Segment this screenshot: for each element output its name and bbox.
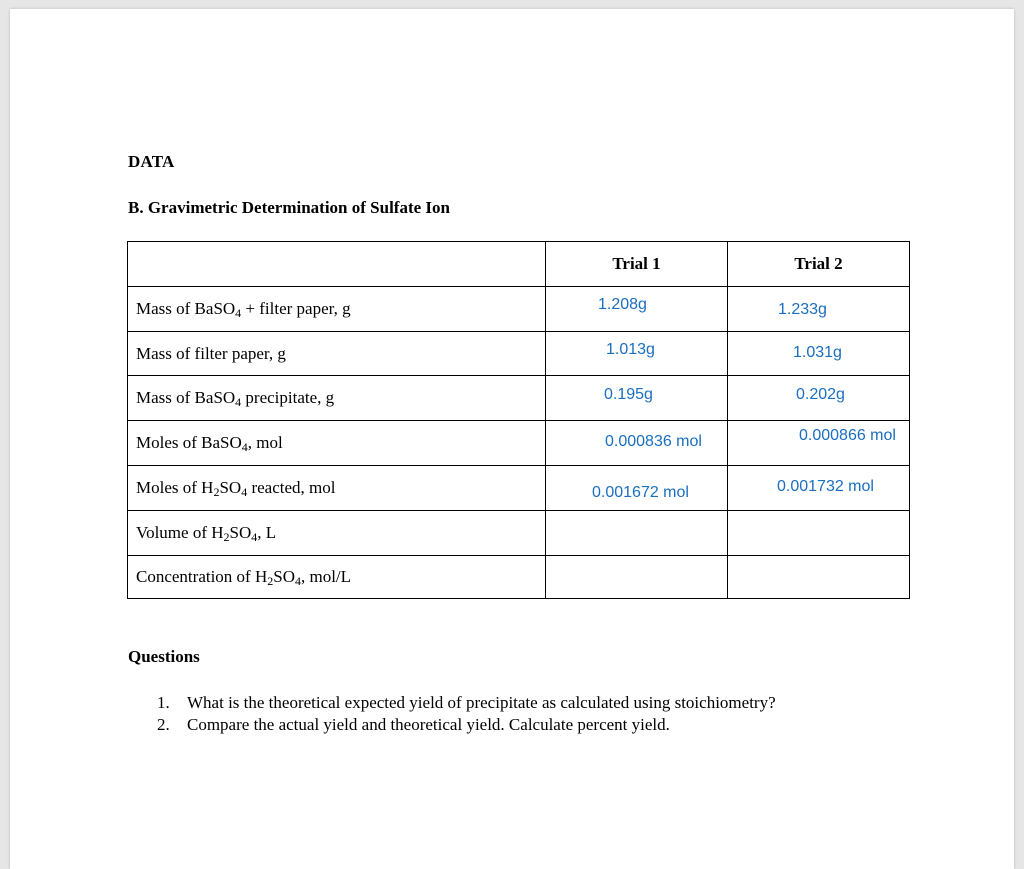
- table-row: [128, 287, 910, 332]
- trial2-cell[interactable]: [728, 421, 910, 466]
- table-row: [128, 511, 910, 556]
- trial2-value: 1.031g: [793, 344, 842, 361]
- table-row: [128, 466, 910, 511]
- trial1-cell[interactable]: [546, 287, 728, 332]
- header-empty-cell: [128, 242, 546, 287]
- trial1-cell[interactable]: [546, 376, 728, 421]
- table-row: [128, 332, 910, 376]
- row-label-moles-h2so4: Moles of $H_2SO_4$ reacted, mol: [128, 466, 546, 511]
- row-label-mass-precipitate: Mass of BaSO$_4$ precipitate, g: [128, 376, 546, 421]
- question-number: 2.: [157, 715, 170, 734]
- trial1-cell[interactable]: [546, 466, 728, 511]
- row-label-concentration-h2so4: Concentration of $H_2SO_4$, mol/L: [128, 556, 546, 599]
- trial1-value: 0.195g: [604, 386, 653, 403]
- trial1-cell[interactable]: [546, 556, 728, 599]
- row-label-moles-baso4: Moles of BaSO$_4$, mol: [128, 421, 546, 466]
- trial2-value: 0.202g: [796, 386, 845, 403]
- table-header-row: [128, 242, 910, 287]
- trial1-cell[interactable]: [546, 332, 728, 376]
- trial2-cell[interactable]: [728, 466, 910, 511]
- table-row: [128, 376, 910, 421]
- row-label-volume-h2so4: Volume of $H_2SO_4$, L: [128, 511, 546, 556]
- question-text: What is the theoretical expected yield of precipitate as calculated using stoichiometry?: [187, 693, 776, 712]
- row-label-mass-baso4-filter: Mass of BaSO$_4$ + filter paper, g: [128, 287, 546, 332]
- table-row: [128, 556, 910, 599]
- questions-title: Questions: [128, 647, 200, 666]
- trial1-cell[interactable]: [546, 421, 728, 466]
- list-item: [157, 692, 776, 714]
- trial1-value: 0.000836 mol: [605, 433, 702, 450]
- questions-list: [157, 692, 776, 736]
- list-item: [157, 714, 776, 736]
- trial2-cell[interactable]: [728, 556, 910, 599]
- trial1-value: 1.208g: [598, 296, 647, 313]
- trial2-value: 0.000866 mol: [799, 427, 896, 444]
- trial1-value: 0.001672 mol: [592, 484, 689, 501]
- trial2-value: 0.001732 mol: [777, 478, 874, 495]
- header-trial-1: Trial 1: [546, 242, 728, 287]
- section-heading: B. Gravimetric Determination of Sulfate Ion: [128, 198, 450, 217]
- trial2-cell[interactable]: [728, 332, 910, 376]
- trial2-cell[interactable]: [728, 376, 910, 421]
- trial2-cell[interactable]: [728, 287, 910, 332]
- question-text: Compare the actual yield and theoretical yield. Calculate percent yield.: [187, 715, 670, 734]
- header-trial-2: Trial 2: [728, 242, 910, 287]
- question-number: 1.: [157, 693, 170, 712]
- trial1-cell[interactable]: [546, 511, 728, 556]
- trial2-cell[interactable]: [728, 511, 910, 556]
- data-table: [127, 241, 910, 599]
- data-heading: DATA: [128, 152, 175, 171]
- table-row: [128, 421, 910, 466]
- trial2-value: 1.233g: [778, 301, 827, 318]
- trial1-value: 1.013g: [606, 341, 655, 358]
- document-page: [10, 9, 1014, 869]
- row-label-mass-filter-paper: Mass of filter paper, g: [128, 332, 546, 376]
